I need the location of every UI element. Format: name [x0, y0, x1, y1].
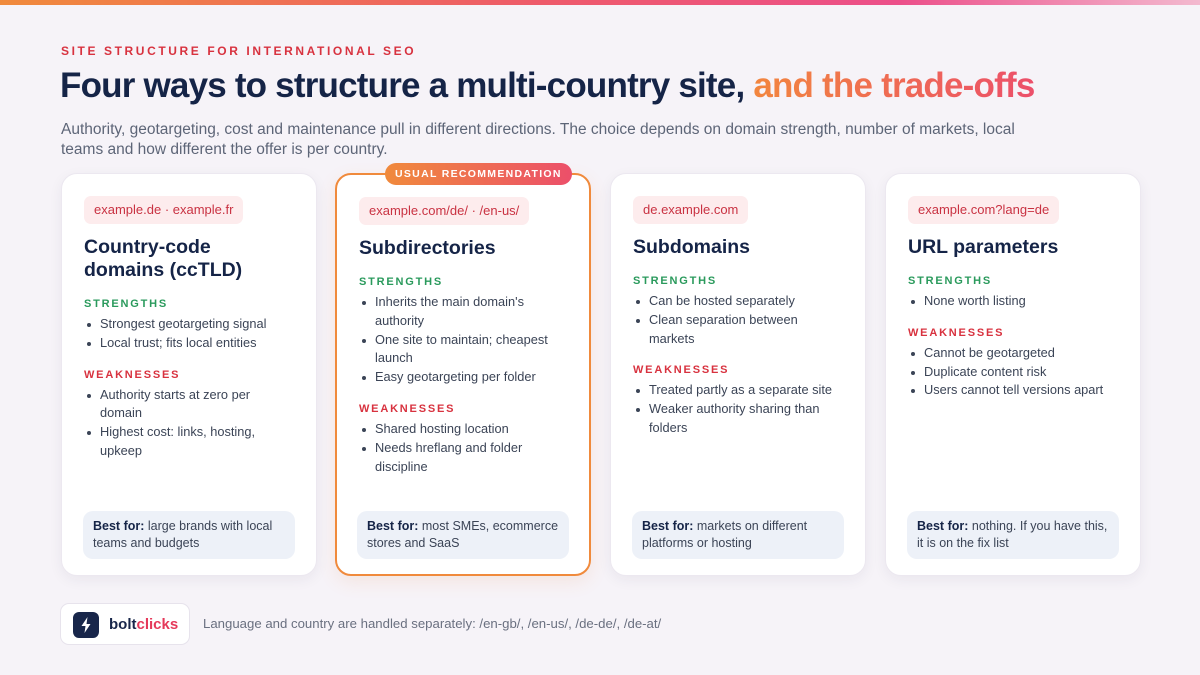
best-for-label: Best for: — [367, 519, 419, 533]
weaknesses-label: WEAKNESSES — [84, 368, 181, 381]
weaknesses-label: WEAKNESSES — [359, 402, 456, 415]
footnote: Language and country are handled separately: /en-gb/, /en-us/, /de-de/, /de-at/ — [203, 616, 662, 631]
card-url-parameters — [885, 173, 1141, 576]
best-for-text: most SMEs, ecommerce stores and SaaS — [367, 519, 559, 550]
weaknesses-list — [908, 344, 1118, 400]
card-title: Subdirectories — [359, 237, 496, 259]
weaknesses-list — [359, 420, 567, 476]
strengths-label: STRENGTHS — [633, 275, 718, 287]
strengths-label: STRENGTHS — [359, 276, 444, 288]
strengths-list — [359, 293, 567, 387]
best-for-box — [83, 511, 295, 559]
list-item: Shared hosting location — [359, 420, 567, 439]
card-title: Country-code domains (ccTLD) — [84, 236, 243, 281]
list-item: Needs hreflang and folder discipline — [359, 439, 567, 477]
page-title — [60, 66, 1160, 106]
best-for-box — [632, 511, 844, 559]
title-main: Four ways to structure a multi-country site, — [60, 66, 745, 105]
weaknesses-list — [84, 386, 294, 461]
list-item: Treated partly as a separate site — [633, 381, 843, 400]
best-for-box — [907, 511, 1119, 559]
list-item: None worth listing — [908, 292, 1118, 311]
list-item: Weaker authority sharing than folders — [633, 400, 843, 438]
strengths-label: STRENGTHS — [908, 275, 993, 287]
list-item: Easy geotargeting per folder — [359, 368, 567, 387]
list-item: Can be hosted separately — [633, 292, 843, 311]
list-item: Duplicate content risk — [908, 363, 1118, 382]
strengths-list — [908, 292, 1118, 311]
card-subdirectories — [335, 168, 591, 576]
list-item: Users cannot tell versions apart — [908, 381, 1118, 400]
list-item: Inherits the main domain's authority — [359, 293, 567, 331]
best-for-text: large brands with local teams and budgets — [93, 519, 273, 550]
list-item: Local trust; fits local entities — [84, 334, 294, 353]
example-url-pill: example.com?lang=de — [908, 196, 1059, 224]
card-cctld — [61, 173, 317, 576]
top-gradient-bar — [0, 0, 1200, 5]
brand-name — [109, 616, 178, 633]
list-item: Cannot be geotargeted — [908, 344, 1118, 363]
strengths-list — [633, 292, 843, 348]
best-for-text: markets on different platforms or hosting — [642, 519, 808, 550]
best-for-label: Best for: — [917, 519, 969, 533]
recommendation-badge: USUAL RECOMMENDATION — [385, 163, 572, 185]
strengths-list — [84, 315, 294, 353]
brand-name-part-a: bolt — [109, 616, 137, 633]
lightning-bolt-icon — [73, 612, 99, 638]
best-for-label: Best for: — [93, 519, 145, 533]
weaknesses-list — [633, 381, 843, 437]
example-url-pill: example.de · example.fr — [84, 196, 243, 224]
list-item: One site to maintain; cheapest launch — [359, 331, 567, 369]
list-item: Highest cost: links, hosting, upkeep — [84, 423, 294, 461]
list-item: Strongest geotargeting signal — [84, 315, 294, 334]
list-item: Authority starts at zero per domain — [84, 386, 294, 424]
card-subdomains — [610, 173, 866, 576]
best-for-box — [357, 511, 569, 559]
best-for-text: nothing. If you have this, it is on the fix list — [917, 519, 1108, 550]
example-url-pill: de.example.com — [633, 196, 748, 224]
card-title: Subdomains — [633, 236, 751, 258]
weaknesses-label: WEAKNESSES — [633, 364, 730, 377]
list-item: Clean separation between markets — [633, 311, 843, 349]
brand-logo — [60, 603, 190, 645]
example-url-pill: example.com/de/ · /en-us/ — [359, 197, 529, 225]
best-for-label: Best for: — [642, 519, 694, 533]
strengths-label: STRENGTHS — [84, 298, 169, 310]
card-title: URL parameters — [908, 236, 1059, 258]
title-accent: and the trade-offs — [753, 66, 1035, 105]
weaknesses-label: WEAKNESSES — [908, 326, 1005, 339]
brand-name-part-b: clicks — [136, 616, 179, 633]
eyebrow-label: SITE STRUCTURE FOR INTERNATIONAL SEO — [61, 44, 417, 58]
page-subtitle: Authority, geotargeting, cost and maintenance pull in different directions. The choice depends on domain strength, number of markets, local teams and how different the offer is per country. — [61, 121, 1015, 158]
